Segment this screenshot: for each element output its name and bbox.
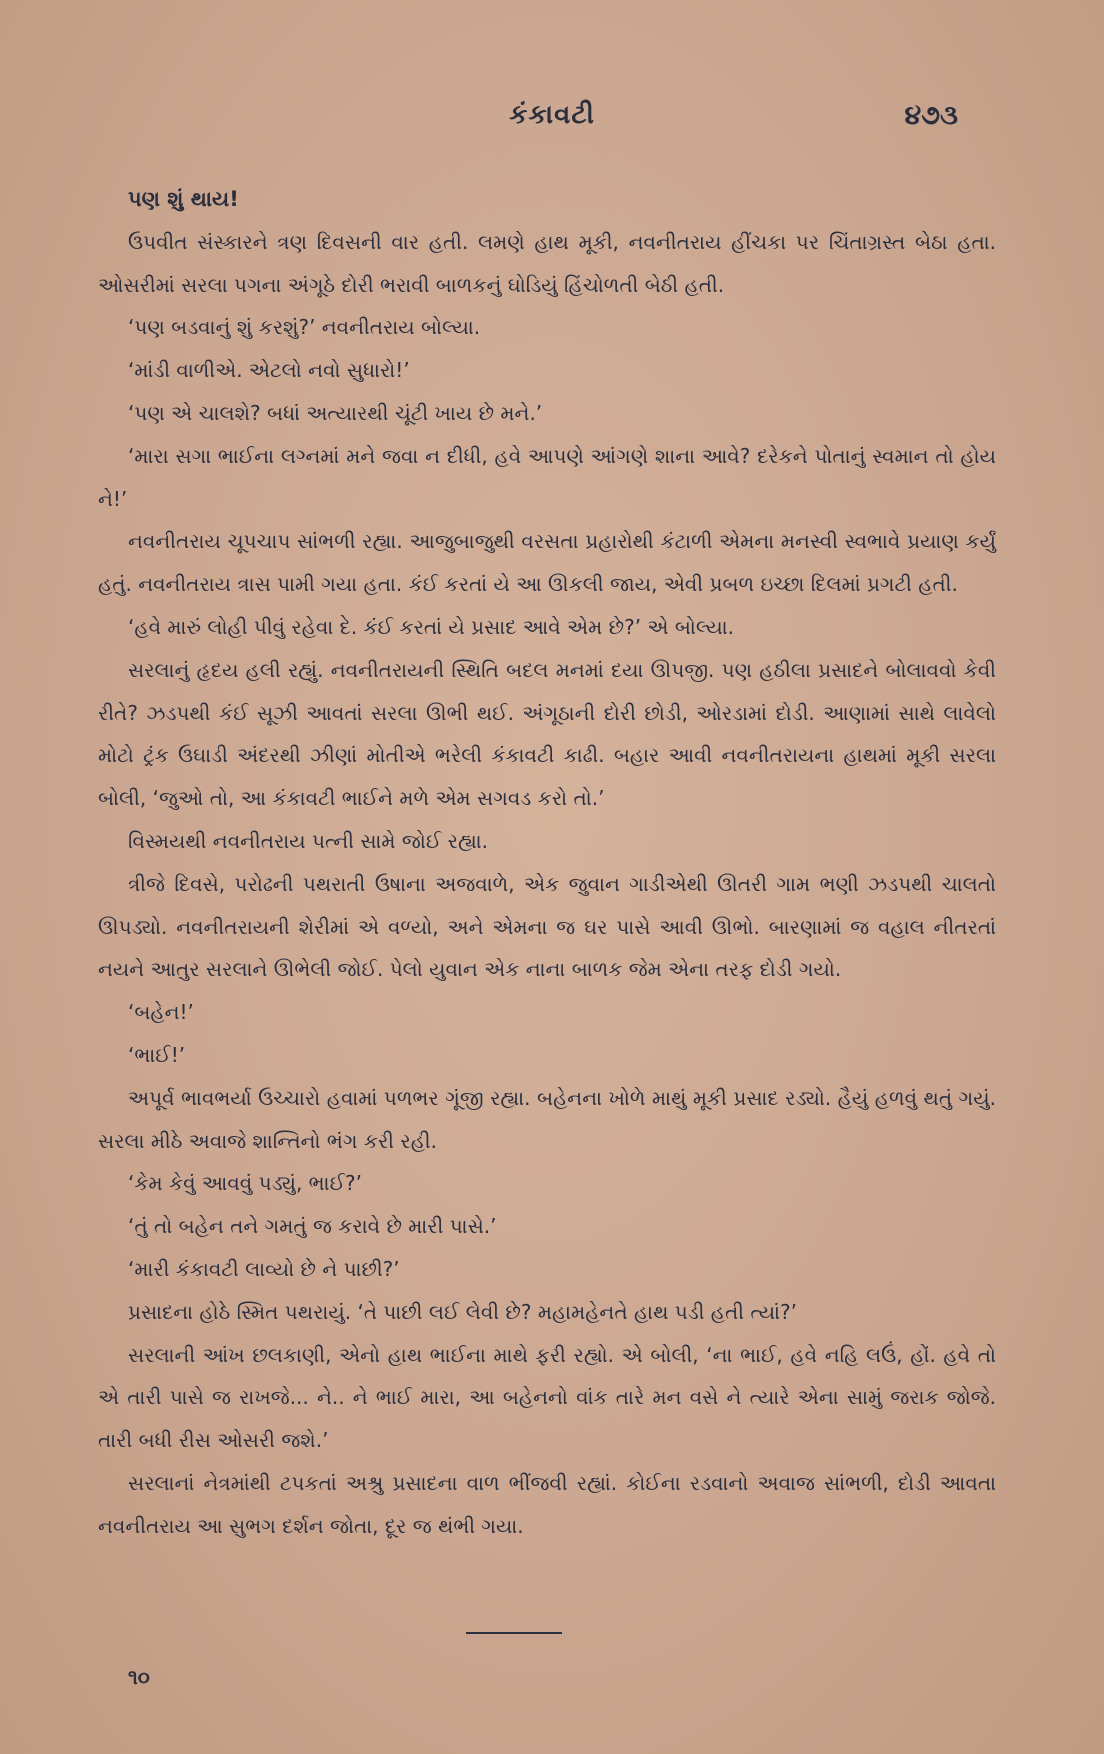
paragraph-5: ‘મારા સગા ભાઈના લગ્નમાં મને જવા ન દીધી, હવે આપણે આંગણે શાના આવે? દરેકને પોતાનું સ્વમાન તો હોય ને!’	[98, 443, 996, 511]
paragraph-16: ‘મારી કંકાવટી લાવ્યો છે ને પાછી?’	[128, 1256, 400, 1281]
paragraph-1: ઉપવીત સંસ્કારને ત્રણ દિવસની વાર હતી. લમણે હાથ મૂકી, નવનીતરાય હીંચકા પર ચિંતાગ્રસ્ત બેઠા હતા. ઓસરીમાં સરલા પગના અંગૂઠે દોરી ભરાવી બાળકનું ઘોડિયું હિંચોળતી બેઠી હતી.	[98, 229, 996, 297]
paragraph-18: સરલાની આંખ છલકાણી, એનો હાથ ભાઈના માથે ફરી રહ્યો. એ બોલી, ‘ના ભાઈ, હવે નહિ લઉં, હોં. હવે તો એ તારી પાસે જ રાખજે... ને.. ને ભાઈ મારા, આ બહેનનો વાંક તારે મન વસે ને ત્યારે એના સામું જરાક જોજે. તારી બધી રીસ ઓસરી જશે.’	[98, 1342, 996, 1453]
paragraph-13: અપૂર્વ ભાવભર્યા ઉચ્ચારો હવામાં પળભર ગૂંજી રહ્યા. બહેનના ખોળે માથું મૂકી પ્રસાદ રડ્યો. હૈયું હળવું થતું ગયું. સરલા મીઠે અવાજે શાન્તિનો ભંગ કરી રહી.	[98, 1085, 996, 1153]
paragraph-4: ‘પણ એ ચાલશે? બધાં અત્યારથી ચૂંટી ખાય છે મને.’	[128, 400, 543, 425]
paragraph-19: સરલાનાં નેત્રમાંથી ટપકતાં અશ્રુ પ્રસાદના વાળ ભીંજવી રહ્યાં. કોઈના રડવાનો અવાજ સાંભળી, દોડી આવતા નવનીતરાય આ સુભગ દર્શન જોતા, દૂર જ થંભી ગયા.	[98, 1470, 996, 1538]
paragraph-3: ‘માંડી વાળીએ. એટલો નવો સુધારો!’	[128, 358, 410, 383]
paragraph-9: વિસ્મયથી નવનીતરાય પત્ની સામે જોઈ રહ્યા.	[128, 828, 489, 853]
paragraph-12: ‘ભાઈ!’	[128, 1042, 186, 1067]
paragraph-11: ‘બહેન!’	[128, 1000, 194, 1025]
story-body	[98, 178, 996, 1548]
paragraph-6: નવનીતરાય ચૂપચાપ સાંભળી રહ્યા. આજુબાજુથી વરસતા પ્રહારોથી કંટાળી એમના મનસ્વી સ્વભાવે પ્રયાણ કર્યું હતું. નવનીતરાય ત્રાસ પામી ગયા હતા. કંઈ કરતાં યે આ ઊકલી જાય, એવી પ્રબળ ઇચ્છા દિલમાં પ્રગટી હતી.	[98, 529, 996, 597]
paragraph-2: ‘પણ બડવાનું શું કરશું?’ નવનીતરાય બોલ્યા.	[128, 315, 481, 340]
page-number: ૪૭૩	[904, 100, 958, 131]
running-title: કંકાવટી	[509, 100, 595, 130]
paragraph-7: ‘હવે મારું લોહી પીવું રહેવા દે. કંઈ કરતાં યે પ્રસાદ આવે એમ છે?’ એ બોલ્યા.	[128, 614, 734, 639]
paragraph-14: ‘કેમ કેવું આવવું પડ્યું, ભાઈ?’	[128, 1171, 362, 1196]
section-heading: પણ શું થાય!	[128, 187, 239, 211]
paragraph-10: ત્રીજે દિવસે, પરોઢની પથરાતી ઉષાના અજવાળે, એક જુવાન ગાડીએથી ઊતરી ગામ ભણી ઝડપથી ચાલતો ઊપડ્યો. નવનીતરાયની શેરીમાં એ વળ્યો, અને એમના જ ઘર પાસે આવી ઊભો. બારણામાં જ વહાલ નીતરતાં નયને આતુર સરલાને ઊભેલી જોઈ. પેલો યુવાન એક નાના બાળક જેમ એના તરફ દોડી ગયો.	[98, 871, 996, 982]
paragraph-17: પ્રસાદના હોઠે સ્મિત પથરાયું. ‘તે પાછી લઈ લેવી છે? મહામહેનતે હાથ પડી હતી ત્યાં?’	[128, 1299, 797, 1324]
paragraph-15: ‘તું તો બહેન તને ગમતું જ કરાવે છે મારી પાસે.’	[128, 1214, 497, 1239]
paragraph-8: સરલાનું હૃદય હલી રહ્યું. નવનીતરાયની સ્થિતિ બદલ મનમાં દયા ઊપજી. પણ હઠીલા પ્રસાદને બોલાવવો કેવી રીતે? ઝડપથી કંઈ સૂઝી આવતાં સરલા ઊભી થઈ. અંગૂઠાની દોરી છોડી, ઓરડામાં દોડી. આણામાં સાથે લાવેલો મોટો ટ્રંક ઉઘાડી અંદરથી ઝીણાં મોતીએ ભરેલી કંકાવટી કાઢી. બહાર આવી નવનીતરાયના હાથમાં મૂકી સરલા બોલી, ‘જુઓ તો, આ કંકાવટી ભાઈને મળે એમ સગવડ કરો તો.’	[98, 657, 996, 811]
signature-mark: ૧૦	[128, 1665, 150, 1689]
end-rule	[466, 1632, 562, 1634]
